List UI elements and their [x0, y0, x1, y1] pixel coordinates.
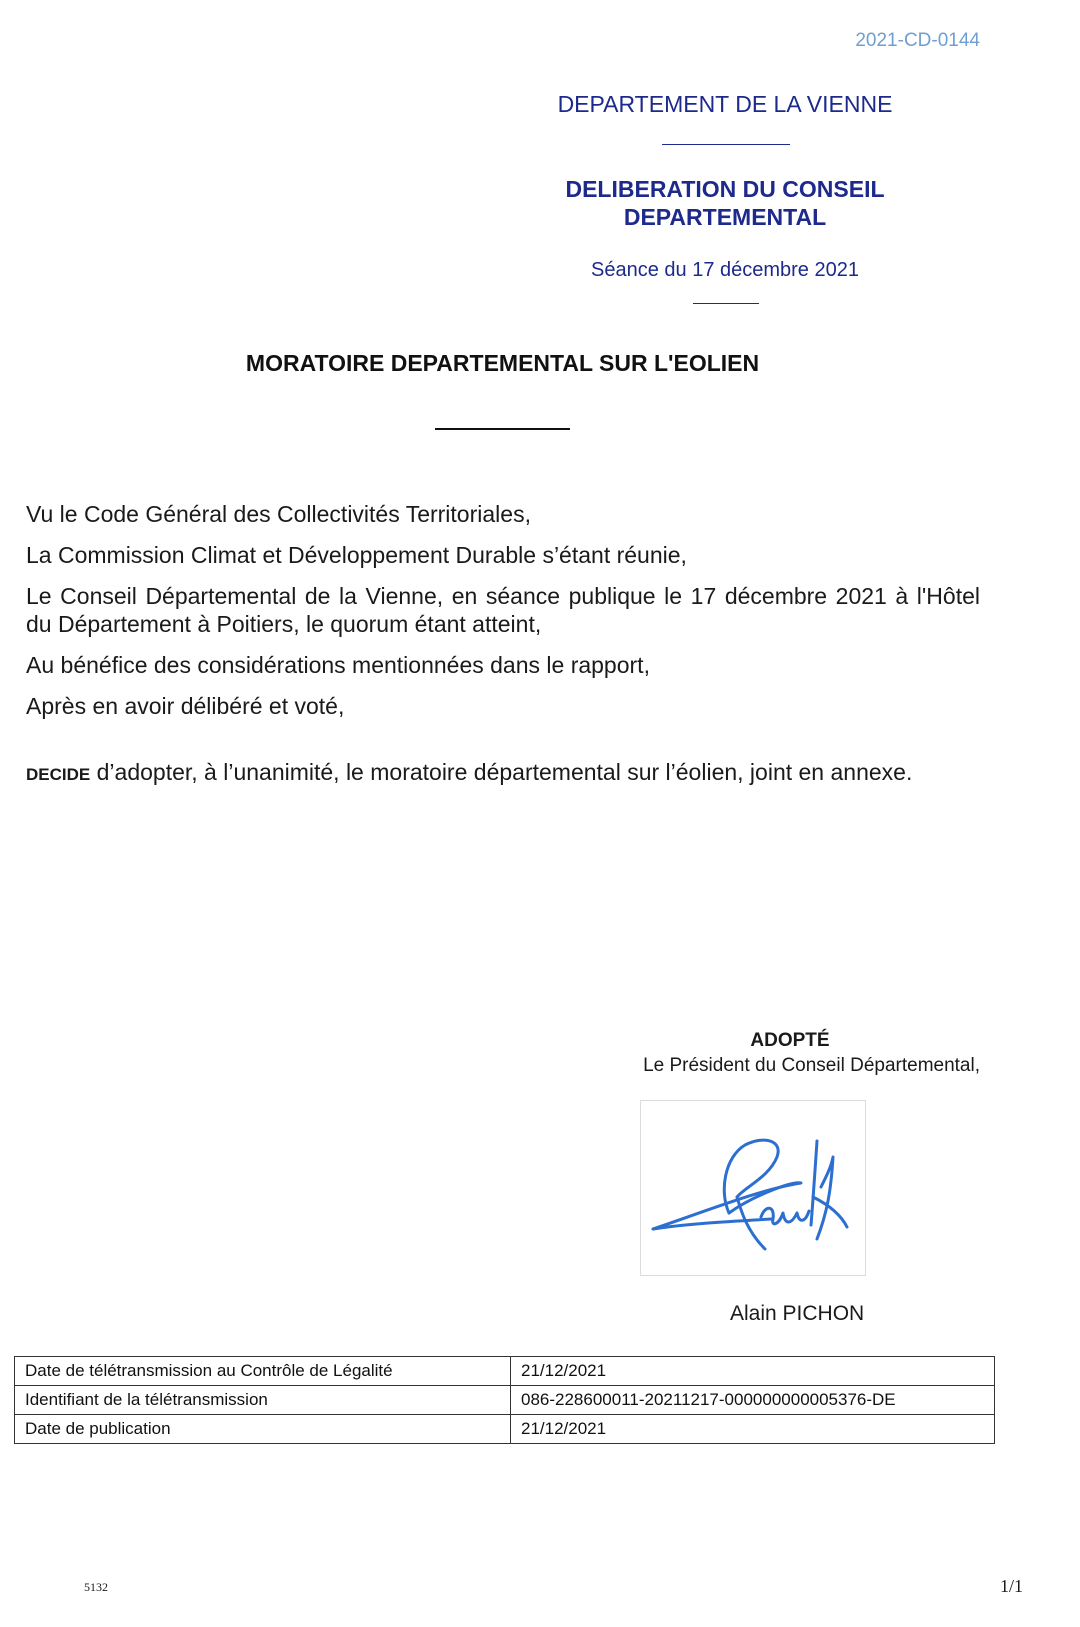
handwritten-signature [641, 1101, 865, 1275]
transmission-id-value: 086-228600011-20211217-000000000005376-DE [511, 1386, 995, 1415]
session-divider [693, 303, 759, 304]
recital-conseil: Le Conseil Départemental de la Vienne, en séance publique le 17 décembre 2021 à l'Hôtel du Département à Poitiers, le quorum étant atteint, [26, 583, 980, 637]
decision [26, 758, 980, 789]
session-date: Séance du 17 décembre 2021 [591, 259, 859, 281]
recital-considerations: Au bénéfice des considérations mentionnées dans le rapport, [26, 652, 650, 678]
recitals [26, 500, 980, 720]
recital-code: Vu le Code Général des Collectivités Territoriales, [26, 501, 531, 527]
deliberation-heading-line1: DELIBERATION DU CONSEIL [565, 176, 885, 202]
transmission-date-value: 21/12/2021 [511, 1357, 995, 1386]
recital-vote: Après en avoir délibéré et voté, [26, 693, 345, 719]
transmission-id-label: Identifiant de la télétransmission [15, 1386, 511, 1415]
table-row [15, 1415, 995, 1444]
publication-date-value: 21/12/2021 [511, 1415, 995, 1444]
table-row [15, 1357, 995, 1386]
deliberation-heading-line2: DEPARTEMENTAL [623, 204, 827, 230]
transmission-table [14, 1356, 995, 1444]
footer-code: 5132 [84, 1580, 108, 1594]
department-name: DEPARTEMENT DE LA VIENNE [557, 91, 893, 117]
signature-image [640, 1100, 866, 1276]
document-title: MORATOIRE DEPARTEMENTAL SUR L'EOLIEN [245, 350, 760, 376]
document-reference: 2021-CD-0144 [855, 30, 980, 51]
department-divider [662, 144, 790, 145]
decision-keyword: DECIDE [26, 765, 91, 784]
table-row [15, 1386, 995, 1415]
decision-text: d’adopter, à l’unanimité, le moratoire départemental sur l’éolien, joint en annexe. [90, 759, 913, 785]
title-divider [435, 428, 570, 430]
transmission-date-label: Date de télétransmission au Contrôle de Légalité [15, 1357, 511, 1386]
publication-date-label: Date de publication [15, 1415, 511, 1444]
signatory-role: Le Président du Conseil Départemental, [643, 1055, 980, 1076]
deliberation-heading [520, 175, 930, 231]
adoption-status: ADOPTÉ [750, 1030, 830, 1051]
recital-commission: La Commission Climat et Développement Durable s’étant réunie, [26, 542, 687, 568]
page-number: 1/1 [1000, 1576, 1024, 1596]
signatory-name: Alain PICHON [730, 1302, 865, 1325]
